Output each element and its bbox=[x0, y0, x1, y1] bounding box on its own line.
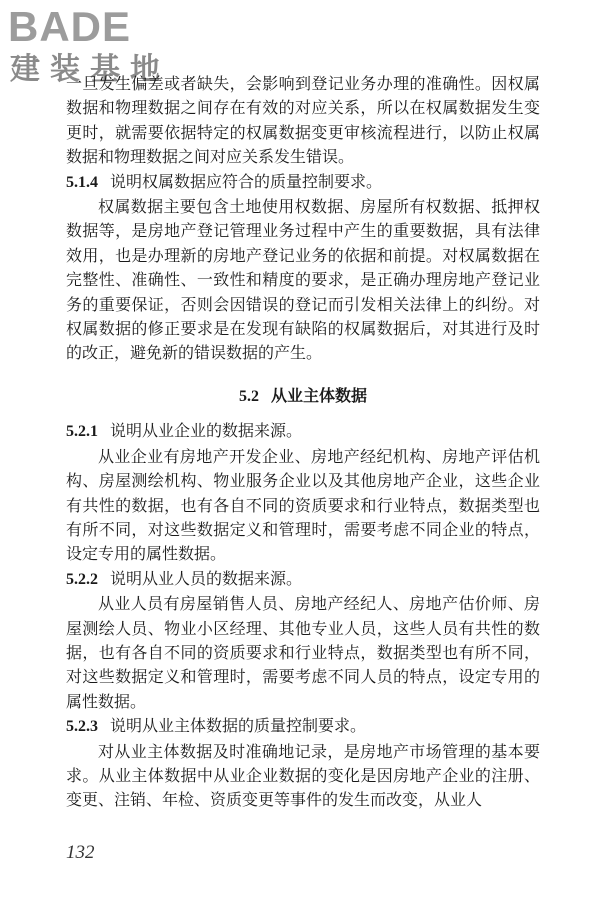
clause-heading: 说明从业主体数据的质量控制要求。 bbox=[110, 716, 367, 736]
paragraph: 对从业主体数据及时准确地记录，是房地产市场管理的基本要求。从业主体数据中从业企业数据的变化是因房地产企业的注册、变更、注销、年检、资质变更等事件的发生而改变，从业人 bbox=[66, 741, 540, 810]
paragraph: 权属数据主要包含土地使用权数据、房屋所有权数据、抵押权数据等，是房地产登记管理业务过程中产生的重要数据，具有法律效用，也是办理新的房地产登记业务的依据和前提。对权属数据在完整性、准确性、一致性和精度的要求，是正确办理房地产登记业务的重要保证，否则会因错误的登记而引发相关法律上的纠纷。对权属数据的修正要求是在发现有缺陷的权属数据后，对其进行及时的改正，避免新的错误数据的产生。 bbox=[66, 197, 540, 363]
clause-5-1-4 bbox=[66, 170, 540, 195]
page-number: 132 bbox=[66, 842, 95, 863]
clause-heading: 说明从业企业的数据来源。 bbox=[110, 421, 303, 441]
clause-number: 5.2.3 bbox=[66, 718, 98, 736]
document-body bbox=[66, 72, 540, 813]
clause-heading: 说明从业人员的数据来源。 bbox=[110, 568, 303, 588]
clause-5-2-3 bbox=[66, 714, 540, 739]
paragraph-continuation: 一旦发生偏差或者缺失，会影响到登记业务办理的准确性。因权属数据和物理数据之间存在有效的对应关系，所以在权属数据发生变更时，就需要依据特定的权属数据变更审核流程进行，以防止权属数据和物理数据之间对应关系发生错误。 bbox=[66, 74, 540, 167]
paragraph: 从业人员有房屋销售人员、房地产经纪人、房地产估价师、房屋测绘人员、物业小区经理、其他专业人员，这些人员有共性的数据，也有各自不同的资质要求和行业特点，数据类型也有所不同，对这些数据定义和管理时，需要考虑不同人员的特点，设定专用的属性数据。 bbox=[66, 594, 540, 711]
clause-5-2-1 bbox=[66, 419, 540, 444]
clause-number: 5.2.2 bbox=[66, 570, 98, 588]
section-number: 5.2 bbox=[238, 387, 259, 405]
section-heading: 从业主体数据 bbox=[270, 385, 367, 405]
section-title bbox=[66, 384, 540, 409]
watermark-chinese: 建装基地 bbox=[10, 52, 170, 87]
clause-number: 5.2.1 bbox=[66, 423, 98, 441]
clause-heading: 说明权属数据应符合的质量控制要求。 bbox=[110, 171, 383, 191]
watermark-word: BADE bbox=[8, 3, 132, 50]
clause-number: 5.1.4 bbox=[66, 173, 98, 191]
clause-5-2-2 bbox=[66, 567, 540, 592]
paragraph: 从业企业有房地产开发企业、房地产经纪机构、房地产评估机构、房屋测绘机构、物业服务企业以及其他房地产企业，这些企业有共性的数据，也有各自不同的资质要求和行业特点，数据类型也有所不同，对这些数据定义和管理时，需要考虑不同企业的特点，设定专用的属性数据。 bbox=[66, 446, 540, 564]
